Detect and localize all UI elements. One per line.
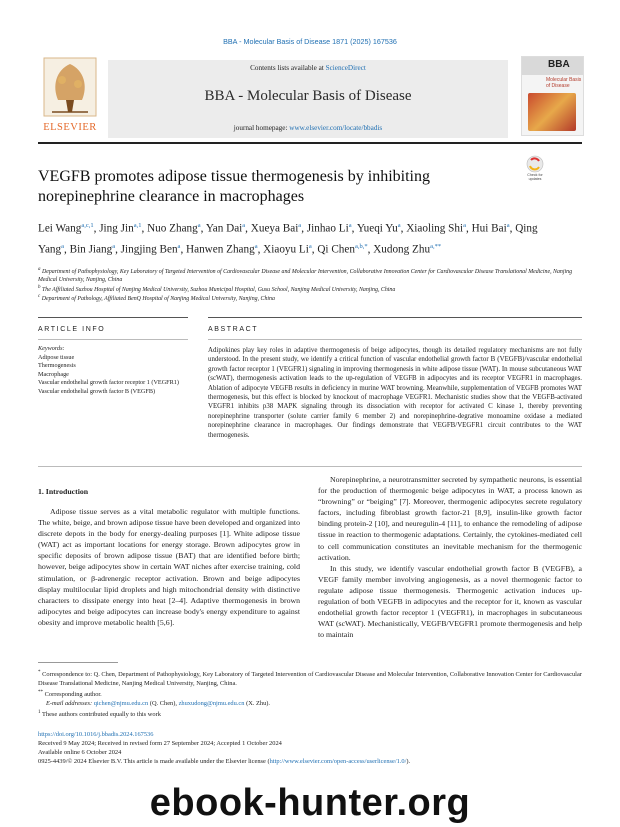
intro-paragraph-3: In this study, we identify vascular endothelial growth factor B (VEGFB), a VEGF family member involving angiogenesis, as a novel thermogenic factor to regulate adipose tissue thermogenesis. Thermogenic activation induces up-regulation of both VEGFB in adipocytes and the receptor for it, known as vascular endothelial growth factor receptor 1 (VEGFR1), in macrophages in subcutaneous WAT (scWAT). Mechanistically, VEGFB/VEGFR1 promote thermogenesis and help to maintain xyxy=(318,563,582,640)
footnote-mark-single: * xyxy=(38,670,41,675)
author-name[interactable]: Lei Wang xyxy=(38,222,82,235)
intro-paragraph-1: Adipose tissue serves as a vital metabolic regulator with multiple functions. The white, beige, and brown adipose tissue have been developed and organized into discrete depots in the body for energy-dealing purposes [1]. White adipose tissue (WAT) act as important locations for energy storage. Brown adipocytes grow in specific deposits of brown adipose tissue (BAT) that are identified before birth; however, beige adipocytes show in certain WAT niches after exercise training, cold stimulation, or β-adrenergic receptor activation. Brown and beige adipocytes display multilocular lipid droplets and high mitochondrial density with distinctive characters to dissipate energy into heat [2–4]. Adaptive thermogenesis in brown adipocytes and beige adipocytes can increase body's energy expenditure to against obesity and improve metabolic health [5,6]. xyxy=(38,507,300,627)
contents-prefix: Contents lists available at xyxy=(250,64,326,72)
cover-title: BBA xyxy=(548,59,570,70)
affiliation-b-marker: b xyxy=(38,285,41,290)
author-name[interactable]: Xiaoling Shi xyxy=(406,222,464,235)
sciencedirect-link[interactable]: ScienceDirect xyxy=(325,64,366,72)
author-affiliation-marker[interactable]: a,** xyxy=(430,242,442,250)
journal-name: BBA - Molecular Basis of Disease xyxy=(204,88,412,104)
email-owner-chen: (Q. Chen), xyxy=(148,700,179,708)
abstract-subrule xyxy=(208,339,582,340)
homepage-link[interactable]: www.elsevier.com/locate/bbadis xyxy=(289,124,383,132)
abstract-rule xyxy=(208,317,582,318)
footnotes xyxy=(38,668,582,719)
footnote-equal-text: These authors contributed equally to this work xyxy=(41,711,161,719)
author-affiliation-marker[interactable]: a xyxy=(506,222,510,229)
publisher-wordmark: ELSEVIER xyxy=(43,122,97,133)
keyword-item: Thermogenesis xyxy=(38,362,76,370)
license-suffix: ). xyxy=(406,758,411,765)
keywords-label: Keywords: xyxy=(38,345,65,352)
author-affiliation-marker[interactable]: a xyxy=(254,242,258,250)
journal-reference[interactable]: BBA - Molecular Basis of Disease 1871 (2025) 167536 xyxy=(223,37,397,46)
author-affiliation-marker[interactable]: a xyxy=(61,242,65,250)
footnote-correspondence xyxy=(38,668,582,688)
author-name[interactable]: Jinhao Li xyxy=(306,222,349,235)
footnote-emails xyxy=(38,699,582,708)
author-affiliation-marker[interactable]: a xyxy=(177,242,181,250)
watermark-text: ebook-hunter.org xyxy=(149,782,471,824)
email-link-chen[interactable]: qichen@njmu.edu.cn xyxy=(93,700,149,708)
license-prefix: 0925-4439/© 2024 Elsevier B.V. This article is made available under the Elsevier license ( xyxy=(38,758,270,765)
intro-paragraph-2: Norepinephrine, a neurotransmitter secreted by sympathetic neurons, is essential for the production of thermogenic beige adipocytes in WAT, a process known as “browning” or “beiging” [7]. Moreover, thermogenic adipocytes secrete regulatory factors, including fibroblast growth factor-21 [8,9], insulin-like growth factor binding protein-2 [10], and neuregulin-4 [11], to enhance the remodeling of adipose tissue in reaction to thermogenic adaptations. Certainly, the cytokines-mediated cell to cell communication constitutes an inevitable mechanism for the thermogenic activation. xyxy=(318,475,582,562)
author-name[interactable]: Bin Jiang xyxy=(69,243,113,256)
footnote-corresponding-author xyxy=(38,688,582,699)
journal-cover-image xyxy=(521,56,584,136)
affiliation-c xyxy=(38,293,578,303)
license-line xyxy=(38,757,582,766)
footnote-rule xyxy=(38,662,118,663)
elsevier-logo xyxy=(38,56,102,138)
received-dates: Received 9 May 2024; Received in revised form 27 September 2024; Accepted 1 October 2024 xyxy=(38,740,282,747)
keywords-list xyxy=(38,354,188,396)
intro-left-column xyxy=(38,506,300,628)
header-divider xyxy=(38,142,582,144)
footnote-equal-contribution xyxy=(38,708,582,719)
check-for-updates-badge[interactable] xyxy=(522,155,548,185)
email-owner-zhu: (X. Zhu). xyxy=(244,700,271,708)
author-list: Lei Wang$^{a,c,1}$, Jing Jin$^{a,1}$, Nuo Zhang$^a$, Yan Dai$^a$, Xueya Bai$^a$, Jinhao Li$^a$, Yueqi Yu$^a$, Xiaoling Shi$^a$, Hui Bai$^a$, Qing Yang$^a$, Bin Jiang$^a$, Jingjing Ben$^a$, Hanwen Zhang$^a$, Xiaoyu Li$^a$, Qi Chen$^{a,b,*}$, Xudong Zhu$^{a,**}$ xyxy=(38,222,538,256)
author-name[interactable]: Xiaoyu Li xyxy=(263,243,309,256)
author-affiliation-marker[interactable]: a xyxy=(197,222,201,229)
author-name[interactable]: Yan Dai xyxy=(205,222,243,235)
author-affiliation-marker[interactable]: a xyxy=(463,222,466,229)
keyword-item: Adipose tissue xyxy=(38,354,75,361)
author-name[interactable]: Xueya Bai xyxy=(250,222,299,235)
keyword-item: Vascular endothelial growth factor B (VEGFB) xyxy=(38,387,156,395)
author-affiliation-marker[interactable]: a xyxy=(348,222,352,229)
email-label: E-mail addresses: xyxy=(46,700,93,708)
affiliation-a xyxy=(38,266,578,284)
homepage-prefix: journal homepage: xyxy=(233,124,290,132)
author-affiliation-marker[interactable]: a,b,* xyxy=(354,242,368,250)
doi-link[interactable]: https://doi.org/10.1016/j.bbadis.2024.167536 xyxy=(38,731,154,738)
author-name[interactable]: Qing Yang xyxy=(38,222,538,256)
author-affiliation-marker[interactable]: a xyxy=(397,222,401,229)
cover-artwork xyxy=(528,93,576,131)
keyword-item: Vascular endothelial growth factor receptor 1 (VEGFR1) xyxy=(38,379,179,387)
footnote-corresponding-text: Corresponding author. xyxy=(44,691,102,699)
check-updates-label: Check for updates xyxy=(527,173,543,181)
homepage-line xyxy=(108,124,508,132)
author-affiliation-marker[interactable]: a xyxy=(112,242,116,250)
publication-info xyxy=(38,730,582,766)
author-affiliation-marker[interactable]: a,1 xyxy=(133,222,142,229)
affiliation-c-text: Department of Pathology, Affiliated BenQ Hospital of Nanjing Medical University, Nanjing, China xyxy=(41,295,275,302)
footnote-correspondence-text: Correspondence to: Q. Chen, Department of Pathophysiology, Key Laboratory of Targeted Intervention of Cardiovascular Disease and Molecular Intervention, Collaborative Innovation Center for Cardiovascular Disease Translational Medicine, Nanjing Medical University, Nanjing, China. xyxy=(38,671,582,688)
affiliation-c-marker: c xyxy=(38,294,41,299)
abstract-text: Adipokines play key roles in adaptive thermogenesis of beige adipocytes, though its detailed regulatory mechanisms are not fully understood. In the present study, we identify a critical function of vascular endothelial growth factor B (VEGFB)/vascular endothelial growth factor receptor 1 (VEGFR1) signaling in improving thermogenesis in white adipose tissue (WAT). In mouse subcutaneous WAT (scWAT), thermogenesis activation leads to the up-regulation of VEGFB in adipocytes and its receptor VEGFR1 in macrophages. Ablation of adipocyte VEGFB results in deficiency in murine WAT browning. Meanwhile, supplementation of VEGFB promotes WAT thermogenesis, but this effect is blocked by knockout of macrophage VEGFR1. Mechanistic studies show that the VEGFB-activated VEGFR1 inhibits p38 MAPK signaling through its dissociation with receptor for activated C kinase 1, thereby preventing norepinephrine transporter (solute carrier family 6 member 2) and norepinephrine-degrative monoamine oxidase a mediated norepinephrine clearance in macrophages. Our findings demonstrate that VEGFB/VEGFR1 circuit contributes to the WAT thermogenesis. xyxy=(208,347,582,439)
author-name[interactable]: Hanwen Zhang xyxy=(186,243,255,256)
footnote-mark-double: ** xyxy=(38,690,43,696)
author-name[interactable]: Xudong Zhu xyxy=(373,243,431,256)
keyword-item: Macrophage xyxy=(38,370,69,378)
affiliation-b-text: The Affiliated Suzhou Hospital of Nanjing Medical University, Suzhou Municipal Hospital, Gusu School, Nanjing Medical University, Nanjing, China xyxy=(41,286,396,293)
author-name[interactable]: Yueqi Yu xyxy=(356,222,398,235)
abstract-bottom-rule xyxy=(38,466,582,467)
article-info-heading: ARTICLE INFO xyxy=(38,326,106,333)
author-name[interactable]: Jing Jin xyxy=(99,222,134,235)
introduction-heading: 1. Introduction xyxy=(38,487,89,496)
cover-subtitle: Molecular Basis of Disease xyxy=(546,77,582,89)
author-affiliation-marker[interactable]: a,c,1 xyxy=(81,222,94,229)
author-name[interactable]: Nuo Zhang xyxy=(147,222,198,235)
available-online: Available online 6 October 2024 xyxy=(38,749,122,756)
license-link[interactable]: http://www.elsevier.com/open-access/userlicense/1.0/ xyxy=(269,758,407,765)
author-name[interactable]: Hui Bai xyxy=(471,222,507,235)
article-title: VEGFB promotes adipose tissue thermogenesis by inhibiting norepinephrine clearance in macrophages xyxy=(38,168,430,205)
article-info-subrule xyxy=(38,339,188,340)
check-updates-icon xyxy=(522,155,548,173)
author-name[interactable]: Qi Chen xyxy=(317,243,355,256)
contents-line xyxy=(108,64,508,72)
footnote-mark-1: 1 xyxy=(38,710,41,716)
intro-right-column xyxy=(318,474,582,640)
author-name[interactable]: Jingjing Ben xyxy=(120,243,178,256)
author-affiliation-marker[interactable]: a xyxy=(298,222,302,229)
author-affiliation-marker[interactable]: a xyxy=(242,222,246,229)
author-affiliation-marker[interactable]: a xyxy=(308,242,312,250)
affiliation-a-marker: a xyxy=(38,267,41,272)
affiliation-a-text: Department of Pathophysiology, Key Laboratory of Targeted Intervention of Cardiovascular Disease and Molecular Intervention, Collaborative Innovation Center for Cardiovascular Disease Translational Medicine, Nanjing Medical University, Nanjing, China xyxy=(38,268,573,283)
email-link-zhu[interactable]: zhuxudong@njmu.edu.cn xyxy=(178,700,245,708)
abstract-heading: ABSTRACT xyxy=(208,326,259,333)
article-info-rule xyxy=(38,317,188,318)
